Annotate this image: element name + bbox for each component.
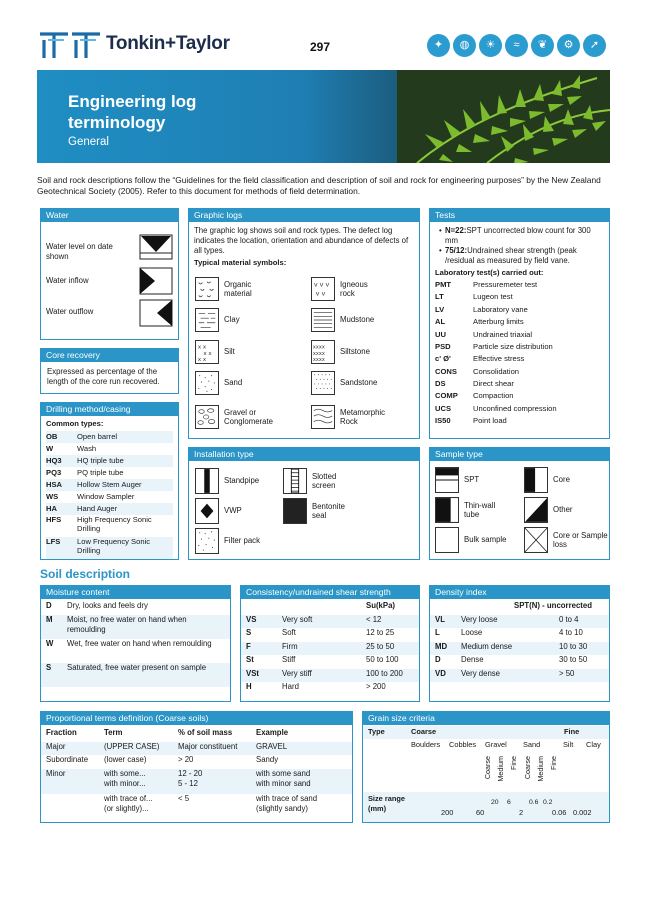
size-0-002: 0.002	[573, 808, 592, 817]
list-item: LV Laboratory vane	[435, 304, 528, 314]
vwp-symbol	[195, 498, 219, 524]
install-filter-pack: Filter pack	[195, 528, 260, 554]
sample-core: Core	[524, 467, 570, 493]
grain-size-range-label: Size range (mm)	[368, 794, 405, 813]
thin-wall-symbol	[435, 497, 459, 523]
test-bullet: • 75/12:Undrained shear strength (peak /residual as measured by field vane.	[439, 246, 577, 265]
wave-icon: ≈	[505, 34, 528, 57]
clay-symbol	[195, 308, 219, 332]
tonkin-taylor-logo	[38, 30, 104, 60]
sample-title: Sample type	[430, 448, 609, 461]
table-row: L Loose 4 to 10	[435, 628, 583, 637]
grain-sub: Fine	[509, 756, 518, 770]
table-row: S Soft 12 to 25	[246, 628, 395, 637]
organic-symbol	[195, 277, 219, 301]
mudstone-symbol	[311, 308, 335, 332]
siltstone-symbol	[311, 340, 335, 364]
tests-title: Tests	[430, 209, 609, 222]
sample-spt: SPT	[435, 467, 479, 493]
grain-fine-label: Fine	[564, 727, 580, 736]
list-item: W Wash	[46, 444, 97, 454]
water-panel	[40, 208, 179, 340]
grain-type-label: Type	[368, 727, 385, 736]
test-bullet: • N=22:SPT uncorrected blow count for 300 mm	[439, 226, 591, 245]
drilling-panel	[40, 402, 179, 560]
material-sand: Sand	[195, 371, 242, 395]
graphic-logs-panel	[188, 208, 420, 439]
spt-symbol	[435, 467, 459, 493]
list-item: HQ3 HQ triple tube	[46, 455, 173, 467]
grain-size-title: Grain size criteria	[363, 712, 609, 725]
table-row: D Dense 30 to 50	[435, 655, 588, 664]
banner-title: Engineering log terminology	[68, 92, 197, 132]
grain-sub: Medium	[536, 756, 545, 782]
other-symbol	[524, 497, 548, 523]
size-0-06: 0.06	[552, 808, 567, 817]
lightbulb-icon: ☀	[479, 34, 502, 57]
spt-header: SPT(N) - uncorrected	[514, 601, 592, 610]
density-title: Density index	[430, 586, 609, 599]
list-item: AL Atterburg limits	[435, 317, 524, 327]
list-item: IS50 Point load	[435, 416, 507, 426]
brand-name: Tonkin+Taylor	[106, 33, 230, 54]
graphic-logs-text: The graphic log shows soil and rock types. The defect log indicates the location, orientation and abundance of defects of all types.	[194, 226, 409, 255]
svg-text:x x: x x	[197, 344, 207, 351]
table-row: with trace of... (or slightly)... < 5 with trace of sand (slightly sandy)	[104, 793, 318, 813]
water-outflow-symbol	[140, 300, 172, 326]
grain-class-gravel: Gravel	[485, 740, 507, 749]
table-row: Subordinate (lower case) > 20 Sandy	[46, 755, 279, 764]
material-gravel: Gravel or Conglomerate	[195, 405, 284, 429]
leaf-icon: ❦	[531, 34, 554, 57]
table-row: S Saturated, free water present on sample	[41, 663, 230, 687]
size-6: 6	[507, 799, 511, 806]
drilling-subtitle: Common types:	[46, 419, 104, 428]
water-title: Water	[41, 209, 178, 222]
silt-symbol	[195, 340, 219, 364]
sandstone-symbol	[311, 371, 335, 395]
list-item: COMP Compaction	[435, 391, 514, 401]
size-2: 2	[519, 808, 524, 817]
table-row: Minor with some... with minor... 12 - 20 5 - 12 with some sand with minor sand	[41, 769, 352, 794]
sample-panel	[429, 447, 610, 560]
igneous-symbol	[311, 277, 335, 301]
su-header: Su(kPa)	[366, 601, 396, 610]
list-item: UU Undrained triaxial	[435, 329, 533, 339]
gravel-symbol	[195, 405, 219, 429]
graphic-logs-title: Graphic logs	[189, 209, 419, 222]
sector-icons	[427, 34, 606, 58]
water-level-label: Water level on date shown	[46, 242, 113, 261]
installation-title: Installation type	[189, 448, 419, 461]
water-level-symbol	[140, 235, 172, 259]
sample-bulk: Bulk sample	[435, 527, 506, 553]
slotted-screen-symbol	[283, 468, 307, 494]
svg-text:xxxx: xxxx	[312, 344, 325, 351]
grain-class-clay: Clay	[586, 740, 601, 749]
water-inflow-symbol	[140, 268, 172, 294]
list-item: HA Hand Auger	[46, 503, 173, 515]
core-recovery-title: Core recovery	[41, 349, 178, 362]
material-organic: Organic material	[195, 277, 269, 301]
list-item: PQ3 PQ triple tube	[46, 468, 124, 478]
water-symbols	[139, 232, 173, 328]
drilling-title: Drilling method/casing	[41, 403, 178, 416]
material-metamorphic: Metamorphic Rock	[311, 405, 400, 429]
fern-image	[397, 70, 610, 163]
bentonite-symbol	[283, 498, 307, 524]
grain-sub: Coarse	[523, 756, 532, 780]
size-60: 60	[476, 808, 485, 817]
svg-text:v v: v v	[315, 289, 326, 298]
table-row: VS Very soft < 12	[241, 615, 419, 629]
gear-icon: ⚙	[557, 34, 580, 57]
svg-text:v v v: v v v	[313, 280, 330, 289]
material-clay: Clay	[195, 308, 240, 332]
list-item: DS Direct shear	[435, 379, 514, 389]
table-row: M Moist, no free water on hand when remoulding	[41, 615, 230, 639]
table-row: St Stiff 50 to 100	[246, 655, 399, 664]
intro-text: Soil and rock descriptions follow the “Guidelines for the field classification and description of soil and rock for engineering purposes” by the New Zealand Geotechnical Society (2005). Refer to this document for methods of field determination.	[37, 175, 601, 196]
list-item: UCS Unconfined compression	[435, 403, 557, 413]
section-title: Soil description	[40, 567, 131, 581]
grain-sub: Fine	[549, 756, 558, 770]
metamorphic-symbol	[311, 405, 335, 429]
table-row: VSt Very stiff 100 to 200	[241, 669, 419, 683]
list-item: PSD Particle size distribution	[435, 341, 553, 351]
install-vwp: VWP	[195, 498, 242, 524]
table-row: MD Medium dense 10 to 30	[430, 642, 609, 656]
proportional-panel	[40, 711, 353, 823]
svg-text:x x: x x	[203, 350, 212, 357]
sample-other: Other	[524, 497, 573, 523]
density-panel	[429, 585, 610, 702]
material-igneous: v v v v v Igneous rock	[311, 277, 380, 301]
core-recovery-panel	[40, 348, 179, 394]
consistency-title: Consistency/undrained shear strength	[241, 586, 419, 599]
water-inflow-label: Water inflow	[46, 276, 89, 285]
svg-text:xxxx: xxxx	[312, 357, 325, 364]
list-item: HSA Hollow Stem Auger	[46, 479, 173, 491]
globe-icon: ◍	[453, 34, 476, 57]
grain-class-sand: Sand	[523, 740, 541, 749]
moisture-title: Moisture content	[41, 586, 230, 599]
grain-sub: Medium	[496, 756, 505, 782]
grain-class-cobbles: Cobbles	[449, 740, 477, 749]
list-item: OB Open barrel	[46, 431, 173, 443]
installation-panel	[188, 447, 420, 560]
table-row: Fraction Term % of soil mass Example	[46, 728, 289, 737]
grain-class-boulders: Boulders	[411, 740, 441, 749]
filter-pack-symbol	[195, 528, 219, 554]
list-item: WS Window Sampler	[46, 492, 135, 502]
sample-loss-symbol	[524, 527, 548, 553]
svg-text:xxxx: xxxx	[312, 350, 325, 357]
install-bentonite: Bentonite seal	[283, 498, 357, 524]
install-standpipe: Standpipe	[195, 468, 259, 494]
table-row: H Hard > 200	[246, 682, 386, 691]
table-row: VL Very loose 0 to 4	[430, 615, 609, 629]
svg-text:x x: x x	[197, 357, 207, 364]
sand-symbol	[195, 371, 219, 395]
size-0-6: 0.6	[529, 799, 539, 806]
graphic-logs-subtitle: Typical material symbols:	[194, 258, 287, 268]
consistency-panel	[240, 585, 420, 702]
material-mudstone: Mudstone	[311, 308, 374, 332]
compass-icon: ✦	[427, 34, 450, 57]
bulk-symbol	[435, 527, 459, 553]
sample-thin-wall: Thin-wall tube	[435, 497, 509, 523]
list-item: HFS High Frequency Sonic Drilling	[46, 515, 152, 534]
core-symbol	[524, 467, 548, 493]
grain-sub: Coarse	[483, 756, 492, 780]
table-row	[241, 601, 419, 615]
arrow-icon: ➚	[583, 34, 606, 57]
water-outflow-label: Water outflow	[46, 307, 94, 316]
tests-subtitle: Laboratory test(s) carried out:	[435, 268, 544, 277]
grain-size-panel	[362, 711, 610, 823]
grain-class-silt: Silt	[563, 740, 574, 749]
table-row: Major (UPPER CASE) Major constituent GRAVEL	[41, 742, 352, 756]
list-item: CONS Consolidation	[435, 366, 520, 376]
moisture-panel	[40, 585, 231, 702]
list-item: LT Lugeon test	[435, 292, 513, 302]
size-20: 20	[491, 799, 499, 806]
table-row: W Wet, free water on hand when remoulding	[46, 638, 212, 648]
size-0-2: 0.2	[543, 799, 553, 806]
material-siltstone: xxxx xxxx xxxx Siltstone	[311, 340, 370, 364]
material-silt: x x x x x x Silt	[195, 340, 235, 364]
install-slotted-screen: Slotted screen	[283, 468, 352, 494]
grain-coarse-label: Coarse	[411, 727, 437, 736]
core-recovery-text: Expressed as percentage of the length of the core run recovered.	[47, 367, 160, 386]
material-sandstone: Sandstone	[311, 371, 377, 395]
list-item: c' Ø' Effective stress	[435, 354, 525, 364]
size-200: 200	[441, 808, 454, 817]
table-row	[430, 601, 609, 615]
table-row: F Firm 25 to 50	[241, 642, 419, 656]
tests-panel	[429, 208, 610, 439]
list-item: PMT Pressuremeter test	[435, 279, 538, 289]
proportional-title: Proportional terms definition (Coarse soils)	[41, 712, 352, 725]
banner-subtitle: General	[68, 136, 109, 148]
table-row: D Dry, looks and feels dry	[46, 601, 148, 610]
table-row: VD Very dense > 50	[430, 669, 609, 683]
list-item: LFS Low Frequency Sonic Drilling	[46, 537, 173, 559]
page-number: 297	[310, 40, 331, 54]
sample-loss: Core or Sample loss	[524, 527, 608, 553]
standpipe-symbol	[195, 468, 219, 494]
